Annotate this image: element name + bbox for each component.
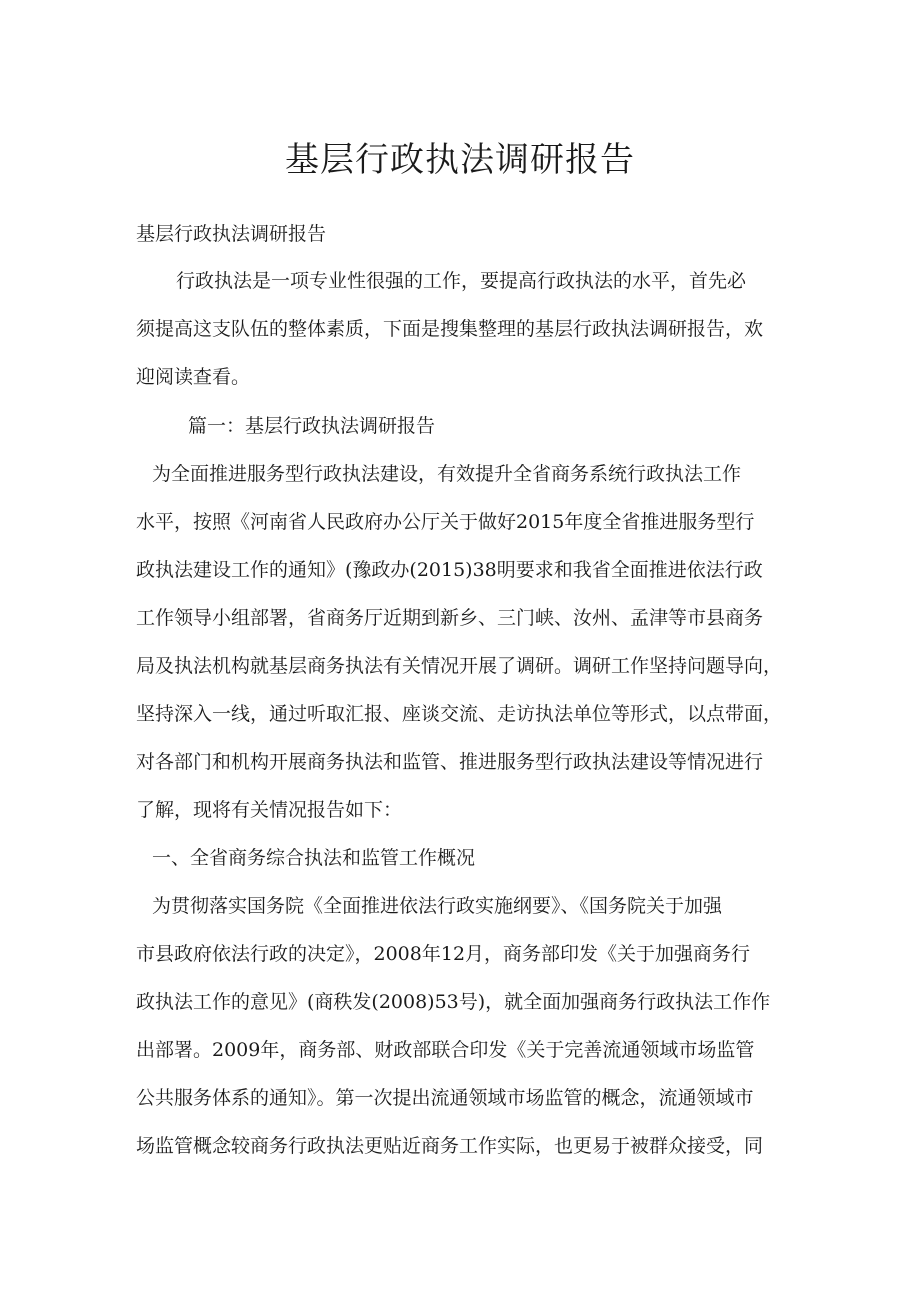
paragraph-line: 为全面推进服务型行政执法建设，有效提升全省商务系统行政执法工作: [152, 463, 742, 485]
section-heading: 一、全省商务综合执法和监管工作概况: [152, 847, 476, 869]
paragraph-line: 政执法建设工作的通知》(豫政办(2015)38明要求和我省全面推进依法行政: [136, 559, 763, 581]
paragraph-line: 对各部门和机构开展商务执法和监管、推进服务型行政执法建设等情况进行: [136, 751, 764, 773]
paragraph-line: 坚持深入一线，通过听取汇报、座谈交流、走访执法单位等形式，以点带面，: [136, 703, 783, 725]
paragraph-line: 为贯彻落实国务院《全面推进依法行政实施纲要》、《国务院关于加强: [152, 895, 723, 917]
paragraph-line: 须提高这支队伍的整体素质，下面是搜集整理的基层行政执法调研报告，欢: [136, 318, 764, 340]
paragraph-line: 政执法工作的意见》(商秩发(2008)53号)，就全面加强商务行政执法工作作: [136, 991, 771, 1013]
paragraph-line: 场监管概念较商务行政执法更贴近商务工作实际，也更易于被群众接受，同: [136, 1135, 764, 1157]
document-subtitle: 基层行政执法调研报告: [136, 223, 327, 245]
paragraph-line: 市县政府依法行政的决定》，2008年12月，商务部印发《关于加强商务行: [136, 943, 751, 965]
paragraph-line: 局及执法机构就基层商务执法有关情况开展了调研。调研工作坚持问题导向，: [136, 655, 783, 677]
paragraph-line: 行政执法是一项专业性很强的工作，要提高行政执法的水平，首先必: [176, 270, 747, 292]
paragraph-line: 工作领导小组部署，省商务厅近期到新乡、三门峡、汝州、孟津等市县商务: [136, 607, 764, 629]
paragraph-line: 迎阅读查看。: [136, 366, 251, 388]
section-heading: 篇一：基层行政执法调研报告: [188, 415, 436, 437]
paragraph-line: 水平，按照《河南省人民政府办公厅关于做好2015年度全省推进服务型行: [136, 511, 755, 533]
document-title: 基层行政执法调研报告: [285, 140, 635, 180]
paragraph-line: 出部署。2009年，商务部、财政部联合印发《关于完善流通领域市场监管: [136, 1039, 755, 1061]
paragraph-line: 公共服务体系的通知》。第一次提出流通领域市场监管的概念，流通领域市: [136, 1087, 754, 1109]
paragraph-line: 了解，现将有关情况报告如下：: [136, 799, 403, 821]
